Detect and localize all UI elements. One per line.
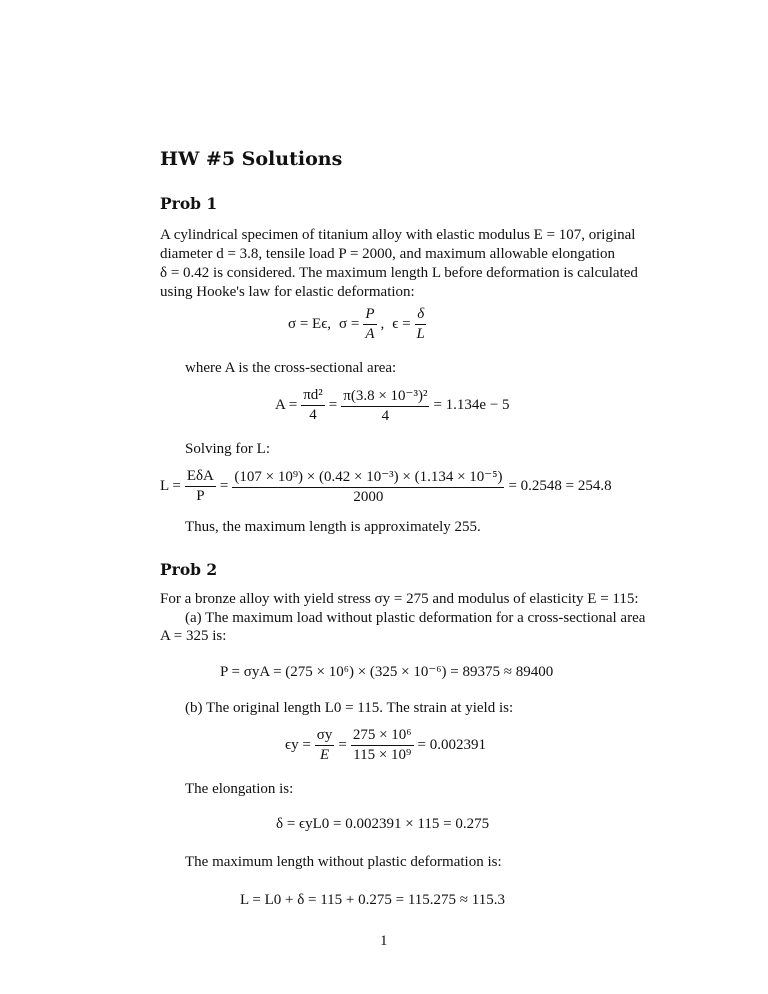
prob1-para-line: δ = 0.42 is considered. The maximum length L before deformation is calculated: [160, 265, 638, 281]
max-length-label: The maximum length without plastic deformation is:: [185, 854, 502, 870]
elongation-equation: δ = ϵyL0 = 0.002391 × 115 = 0.275: [276, 816, 490, 832]
prob2-para-line: A = 325 is:: [160, 628, 227, 644]
prob1-para-line: A cylindrical specimen of titanium alloy with elastic modulus E = 107, original: [160, 227, 636, 243]
max-length-equation: L = L0 + δ = 115 + 0.275 = 115.275 ≈ 115.3: [240, 892, 505, 908]
solving-text: Solving for L:: [185, 441, 270, 457]
prob1-para-line: using Hooke's law for elastic deformation:: [160, 284, 415, 300]
area-equation: A = $\frac{\text{πd²}}{4}$ = $\frac{\text{π(3.8 × 10⁻³)²}}{4}$ = 1.134e − 5: [275, 387, 510, 424]
part-b-text: (b) The original length L0 = 115. The strain at yield is:: [185, 700, 514, 716]
elongation-label: The elongation is:: [185, 781, 294, 797]
load-equation: P = σyA = (275 × 10⁶) × (325 × 10⁻⁶) = 89375 ≈ 89400: [220, 664, 554, 680]
conclusion-text: Thus, the maximum length is approximately 255.: [185, 519, 481, 535]
prob2-para-line: For a bronze alloy with yield stress σy = 275 and modulus of elasticity E = 115:: [160, 591, 639, 607]
hooke-equation: σ = Eϵ, σ = $\frac{P}{A}$ , ϵ = $\frac{\delta}{L}$: [288, 306, 425, 342]
strain-equation: ϵy = $\frac{\sigma y}{E}$ = $\frac{\text{275 × 10⁶}}{\text{115 × 10⁹}}$ = 0.002391: [285, 727, 487, 763]
prob2-heading: Prob 2: [160, 560, 218, 579]
fraction: $\frac{P}{A}$: [365, 306, 375, 342]
prob2-para-line: (a) The maximum load without plastic deformation for a cross-sectional area: [185, 610, 646, 626]
where-text: where A is the cross-sectional area:: [185, 360, 397, 376]
fraction: $\frac{\delta}{L}$: [416, 306, 425, 342]
document-title: HW #5 Solutions: [160, 148, 343, 170]
prob1-para-line: diameter d = 3.8, tensile load P = 2000, and maximum allowable elongation: [160, 246, 616, 262]
page-number: 1: [380, 933, 388, 949]
length-equation: L = $\frac{\text{EδA}}{P}$ = $\frac{\text{(107 × 10⁹) × (0.42 × 10⁻³) × (1.134 × 10⁻⁵)}}{2000}$ = 0.2548 = 254.8: [160, 468, 612, 505]
prob1-heading: Prob 1: [160, 194, 218, 213]
